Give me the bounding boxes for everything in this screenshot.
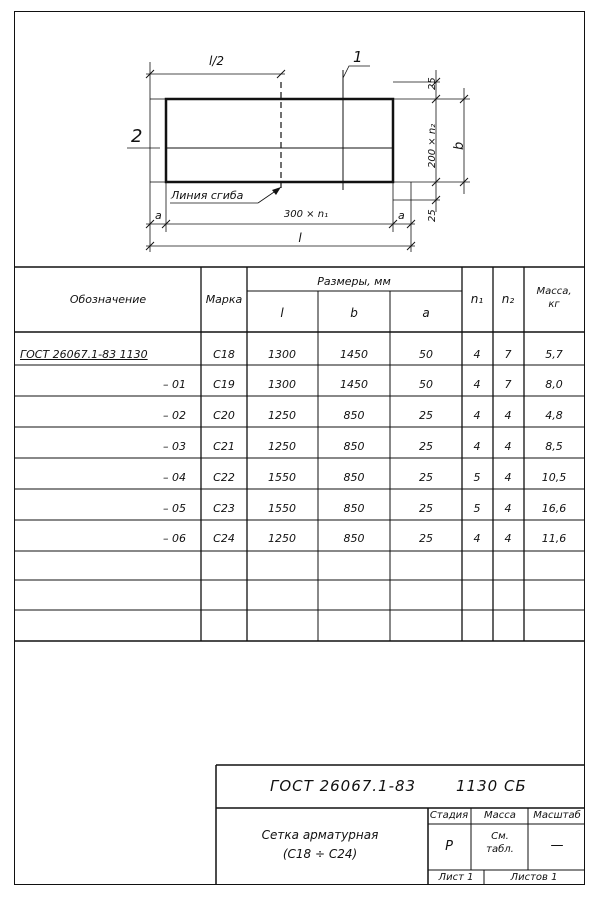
cell-mark: С21 xyxy=(213,440,235,453)
header-mass: Масса, xyxy=(536,286,572,297)
cell-n1: 4 xyxy=(473,348,481,361)
cell-n2: 4 xyxy=(504,532,512,545)
cell-n1: 4 xyxy=(473,378,481,391)
cell-n1: 4 xyxy=(473,532,481,545)
cell-l: 1250 xyxy=(268,532,296,545)
stage-label: Стадия xyxy=(429,810,469,821)
header-b: b xyxy=(350,306,358,320)
cell-n2: 4 xyxy=(504,502,512,515)
cell-designation: – 03 xyxy=(163,440,186,453)
cell-l: 1550 xyxy=(268,502,296,515)
cell-n1: 4 xyxy=(473,409,481,422)
title-name-line2: (С18 ÷ С24) xyxy=(282,847,358,861)
cell-l: 1250 xyxy=(268,440,296,453)
cell-a: 25 xyxy=(419,409,433,422)
cell-mark: С24 xyxy=(213,532,235,545)
header-n1: n₁ xyxy=(470,292,484,306)
cell-mark: С18 xyxy=(213,348,235,361)
cell-designation: – 01 xyxy=(163,378,186,391)
cell-n1: 5 xyxy=(473,502,481,515)
header-a: a xyxy=(422,306,430,320)
cell-mass: 16,6 xyxy=(541,502,567,515)
cell-designation: – 02 xyxy=(163,409,186,422)
scale-value: — xyxy=(550,838,564,853)
header-l: l xyxy=(280,306,284,320)
sheet-number: Лист 1 xyxy=(438,872,474,883)
mass-label: Масса xyxy=(484,810,516,821)
cell-l: 1250 xyxy=(268,409,296,422)
header-designation: Обозначение xyxy=(69,293,147,306)
cell-mark: С22 xyxy=(213,471,235,484)
mass-value-line1: См. xyxy=(491,831,509,842)
cell-b: 1450 xyxy=(340,348,368,361)
dim-b: b xyxy=(452,141,467,150)
cell-n2: 4 xyxy=(504,440,512,453)
cell-l: 1550 xyxy=(268,471,296,484)
cell-designation: – 06 xyxy=(163,532,186,545)
cell-b: 850 xyxy=(343,471,365,484)
dim-a-right: a xyxy=(398,209,405,222)
cell-a: 50 xyxy=(419,378,433,391)
cell-designation: ГОСТ 26067.1-83 1130 xyxy=(20,348,148,361)
cell-mark: С20 xyxy=(213,409,235,422)
cell-mass: 11,6 xyxy=(541,532,567,545)
dim-half-length: l/2 xyxy=(209,54,225,68)
stage-value: Р xyxy=(445,839,453,854)
dim-300-n1: 300 × n₁ xyxy=(283,209,329,220)
cell-n1: 5 xyxy=(473,471,481,484)
dim-bottom-25: 25 xyxy=(427,209,438,222)
callout-1: 1 xyxy=(353,48,363,66)
title-code: 1130 СБ xyxy=(456,777,527,795)
cell-l: 1300 xyxy=(268,348,296,361)
callout-2: 2 xyxy=(131,126,143,147)
cell-designation: – 05 xyxy=(163,502,186,515)
title-name-line1: Сетка арматурная xyxy=(261,828,379,842)
dim-middle: 200 × n₂ xyxy=(427,123,438,168)
header-n2: n₂ xyxy=(501,292,515,306)
cell-n2: 7 xyxy=(504,348,512,361)
title-document: ГОСТ 26067.1-83 xyxy=(270,777,417,795)
cell-b: 1450 xyxy=(340,378,368,391)
cell-b: 850 xyxy=(343,440,365,453)
cell-b: 850 xyxy=(343,532,365,545)
fold-line-label: Линия сгиба xyxy=(171,189,244,202)
header-sizes: Размеры, мм xyxy=(317,275,391,288)
cell-n2: 4 xyxy=(504,471,512,484)
cell-n2: 4 xyxy=(504,409,512,422)
cell-mass: 10,5 xyxy=(541,471,567,484)
cell-a: 25 xyxy=(419,440,433,453)
cell-n2: 7 xyxy=(504,378,512,391)
dim-l: l xyxy=(298,231,302,245)
cell-mass: 4,8 xyxy=(545,409,563,422)
cell-a: 25 xyxy=(419,502,433,515)
cell-a: 25 xyxy=(419,471,433,484)
dim-top-25: 25 xyxy=(427,77,438,90)
scale-label: Масштаб xyxy=(533,810,581,821)
cell-mass: 8,5 xyxy=(545,440,563,453)
mass-value-line2: табл. xyxy=(486,844,514,855)
cell-mass: 8,0 xyxy=(545,378,563,391)
cell-n1: 4 xyxy=(473,440,481,453)
cell-mark: С23 xyxy=(213,502,235,515)
cell-b: 850 xyxy=(343,409,365,422)
cell-mark: С19 xyxy=(213,378,235,391)
header-mark: Марка xyxy=(205,293,243,306)
cell-designation: – 04 xyxy=(163,471,186,484)
cell-mass: 5,7 xyxy=(545,348,563,361)
mesh-outline xyxy=(166,99,393,182)
cell-a: 25 xyxy=(419,532,433,545)
sheet-count: Листов 1 xyxy=(510,872,558,883)
dim-a-left: a xyxy=(155,209,162,222)
cell-l: 1300 xyxy=(268,378,296,391)
cell-b: 850 xyxy=(343,502,365,515)
cell-a: 50 xyxy=(419,348,433,361)
header-mass-unit: кг xyxy=(548,299,560,310)
